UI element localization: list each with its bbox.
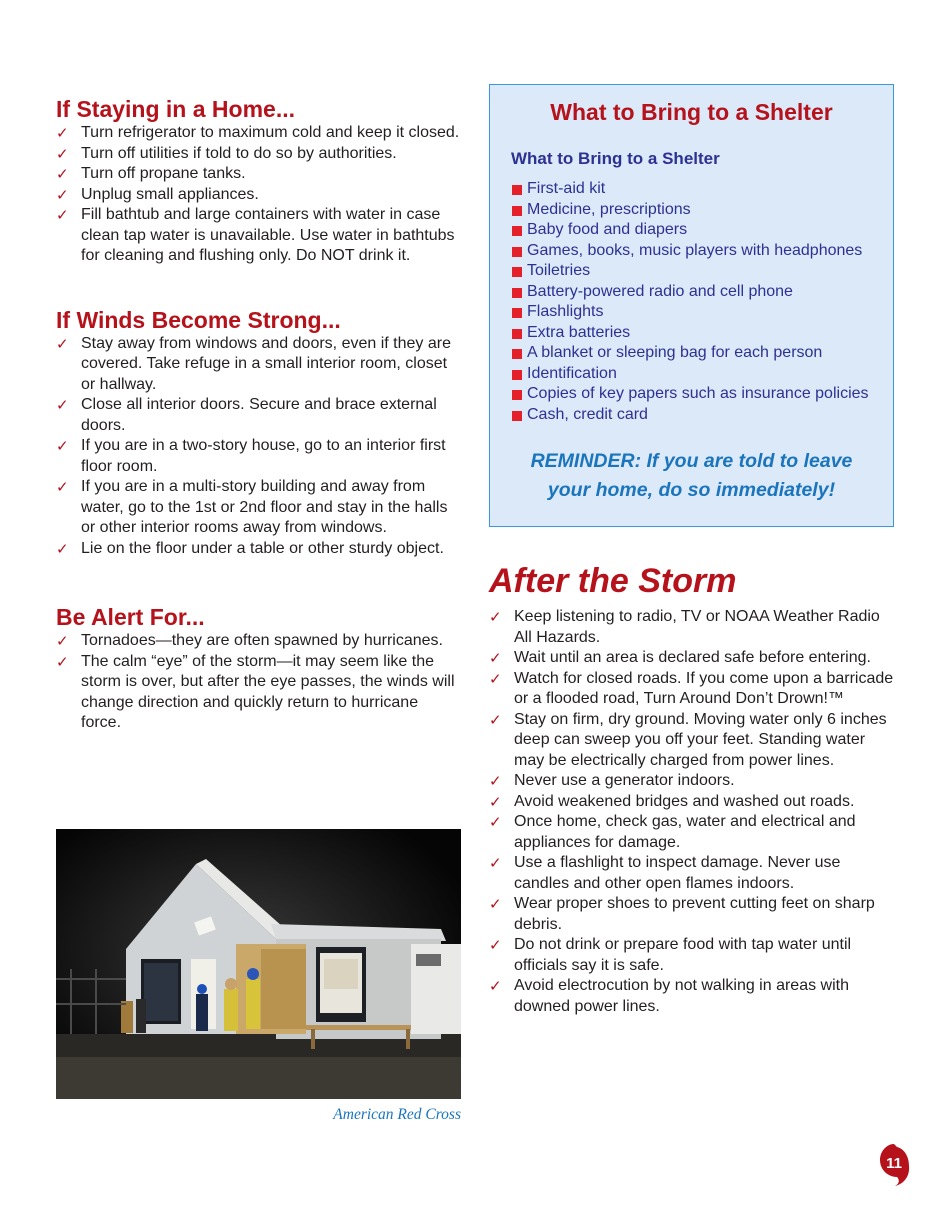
list-item-text: Unplug small appliances. xyxy=(81,185,259,203)
list-item-text: Stay on firm, dry ground. Moving water only 6 inches deep can sweep you off your feet. Standing water may be electrically charged from power lines. xyxy=(514,710,887,769)
shelter-item-text: A blanket or sleeping bag for each person xyxy=(527,344,823,361)
photo-caption: American Red Cross xyxy=(333,1106,461,1123)
shelter-item-text: Identification xyxy=(527,364,617,382)
shelter-list xyxy=(512,179,893,425)
shelter-subtitle: What to Bring to a Shelter xyxy=(511,149,720,168)
list-item-text: Turn refrigerator to maximum cold and keep it closed. xyxy=(81,124,460,141)
shelter-list-item xyxy=(512,302,893,323)
checkmark-icon: ✓ xyxy=(56,396,69,414)
page-number-badge xyxy=(877,1142,911,1186)
list-item xyxy=(489,935,894,976)
list-item xyxy=(56,164,461,185)
shelter-item-text: Toiletries xyxy=(527,262,591,279)
list-item-text: Once home, check gas, water and electrical and appliances for damage. xyxy=(514,813,856,851)
reminder-line-1: REMINDER: If you are told to leave xyxy=(530,450,853,472)
shelter-item-text: Baby food and diapers xyxy=(527,221,688,238)
checkmark-icon: ✓ xyxy=(489,895,502,913)
shelter-item-text: Medicine, prescriptions xyxy=(527,200,691,218)
checkmark-icon: ✓ xyxy=(56,652,69,671)
checkmark-icon: ✓ xyxy=(489,649,502,667)
checkmark-icon: ✓ xyxy=(56,632,69,650)
list-item-text: Watch for closed roads. If you come upon a barricade or a flooded road, Turn Around Don’t Drown!™ xyxy=(514,669,894,707)
list-item-text: Keep listening to radio, TV or NOAA Weather Radio All Hazards. xyxy=(514,608,880,646)
list-item xyxy=(489,853,894,894)
storefront-boarding-photo xyxy=(56,829,461,1099)
shelter-list-item xyxy=(512,220,893,241)
list-item xyxy=(56,334,461,396)
shelter-reminder xyxy=(490,447,893,505)
red-square-bullet-icon xyxy=(512,411,522,421)
shelter-list-item xyxy=(512,282,893,303)
list-item xyxy=(56,652,461,734)
list-item-text: Turn off utilities if told to do so by authorities. xyxy=(81,144,397,162)
list-item-text: Use a flashlight to inspect damage. Never use candles and other open flames indoors. xyxy=(514,854,841,892)
shelter-item-text: Flashlights xyxy=(527,303,604,320)
shelter-list-item xyxy=(512,200,893,221)
after-section xyxy=(489,562,894,1017)
checkmark-icon: ✓ xyxy=(489,608,502,626)
staying-section xyxy=(56,96,461,267)
red-square-bullet-icon xyxy=(512,308,522,318)
list-item-text: Lie on the floor under a table or other sturdy object. xyxy=(81,539,444,557)
checkmark-icon: ✓ xyxy=(56,539,69,558)
list-item-text: The calm “eye” of the storm—it may seem like the storm is over, but after the eye passes, the winds will change direction and quickly return to hurricane force. xyxy=(81,652,455,731)
checkmark-icon: ✓ xyxy=(489,710,502,729)
list-item-text: Wear proper shoes to prevent cutting feet on sharp debris. xyxy=(514,895,875,933)
checkmark-icon: ✓ xyxy=(56,334,69,353)
checkmark-icon: ✓ xyxy=(56,437,69,455)
shelter-item-text: Battery-powered radio and cell phone xyxy=(527,282,793,300)
red-square-bullet-icon xyxy=(512,185,522,195)
shelter-list-item xyxy=(512,179,893,200)
winds-list xyxy=(56,334,461,560)
checkmark-icon: ✓ xyxy=(489,792,502,811)
hurricane-swirl-icon xyxy=(877,1142,911,1186)
list-item xyxy=(56,123,461,144)
red-square-bullet-icon xyxy=(512,349,522,359)
list-item xyxy=(489,648,894,669)
staying-title: If Staying in a Home... xyxy=(56,96,295,122)
list-item-text: If you are in a multi-story building and away from water, go to the 1st or 2nd floor and stay in the halls or other interior rooms away from windows. xyxy=(81,478,448,536)
list-item xyxy=(489,607,894,648)
red-square-bullet-icon xyxy=(512,390,522,400)
list-item xyxy=(56,631,461,652)
winds-section xyxy=(56,307,461,560)
shelter-list-item xyxy=(512,343,893,364)
shelter-item-text: Copies of key papers such as insurance policies xyxy=(527,385,869,402)
red-square-bullet-icon xyxy=(512,226,522,236)
list-item-text: Wait until an area is declared safe before entering. xyxy=(514,649,871,666)
list-item xyxy=(489,771,894,792)
after-title: After the Storm xyxy=(489,562,737,600)
alert-list xyxy=(56,631,461,734)
list-item-text: Avoid weakened bridges and washed out roads. xyxy=(514,792,855,810)
checkmark-icon: ✓ xyxy=(489,813,502,831)
reminder-line-2: your home, do so immediately! xyxy=(547,479,836,501)
shelter-list-item xyxy=(512,384,893,405)
alert-title: Be Alert For... xyxy=(56,604,205,630)
list-item xyxy=(56,144,461,165)
red-square-bullet-icon xyxy=(512,206,522,216)
list-item-text: Do not drink or prepare food with tap water until officials say it is safe. xyxy=(514,936,852,974)
staying-list xyxy=(56,123,461,267)
winds-title: If Winds Become Strong... xyxy=(56,306,341,333)
checkmark-icon: ✓ xyxy=(489,977,502,995)
shelter-item-text: First-aid kit xyxy=(527,180,606,197)
red-square-bullet-icon xyxy=(512,288,522,298)
list-item xyxy=(56,436,461,477)
list-item-text: Stay away from windows and doors, even if they are covered. Take refuge in a small interior room, closet or hallway. xyxy=(81,334,451,393)
red-square-bullet-icon xyxy=(512,370,522,380)
list-item-text: Fill bathtub and large containers with water in case clean tap water is unavailable. Use water in bathtubs for cleaning and flushing only. Do NOT drink it. xyxy=(81,206,455,264)
page-number: 11 xyxy=(886,1155,902,1172)
list-item xyxy=(56,185,461,206)
shelter-item-text: Games, books, music players with headphones xyxy=(527,241,863,259)
list-item-text: If you are in a two-story house, go to an interior first floor room. xyxy=(81,437,446,475)
list-item xyxy=(489,894,894,935)
list-item xyxy=(56,205,461,267)
shelter-list-item xyxy=(512,241,893,262)
list-item-text: Tornadoes—they are often spawned by hurricanes. xyxy=(81,632,443,649)
list-item-text: Turn off propane tanks. xyxy=(81,165,246,182)
list-item-text: Close all interior doors. Secure and brace external doors. xyxy=(81,396,437,434)
list-item xyxy=(56,395,461,436)
list-item-text: Avoid electrocution by not walking in areas with downed power lines. xyxy=(514,977,849,1015)
checkmark-icon: ✓ xyxy=(489,772,502,790)
checkmark-icon: ✓ xyxy=(489,669,502,688)
shelter-list-item xyxy=(512,261,893,282)
red-square-bullet-icon xyxy=(512,247,522,257)
list-item-text: Never use a generator indoors. xyxy=(514,772,735,789)
shelter-title: What to Bring to a Shelter xyxy=(550,99,833,125)
checkmark-icon: ✓ xyxy=(489,936,502,954)
checkmark-icon: ✓ xyxy=(56,185,69,204)
list-item xyxy=(489,792,894,813)
alert-section xyxy=(56,604,461,734)
checkmark-icon: ✓ xyxy=(56,478,69,496)
shelter-item-text: Cash, credit card xyxy=(527,405,648,423)
checkmark-icon: ✓ xyxy=(56,144,69,163)
list-item xyxy=(56,477,461,539)
photo-illustration xyxy=(56,829,461,1099)
shelter-item-text: Extra batteries xyxy=(527,323,631,341)
list-item xyxy=(489,710,894,772)
list-item xyxy=(56,539,461,560)
checkmark-icon: ✓ xyxy=(56,206,69,224)
red-square-bullet-icon xyxy=(512,267,522,277)
checkmark-icon: ✓ xyxy=(489,854,502,872)
shelter-list-item xyxy=(512,364,893,385)
list-item xyxy=(489,669,894,710)
checkmark-icon: ✓ xyxy=(56,124,69,142)
list-item xyxy=(489,812,894,853)
after-list xyxy=(489,607,894,1017)
list-item xyxy=(489,976,894,1017)
red-square-bullet-icon xyxy=(512,329,522,339)
shelter-box xyxy=(489,84,894,527)
shelter-list-item xyxy=(512,323,893,344)
shelter-list-item xyxy=(512,405,893,426)
left-column xyxy=(56,96,461,774)
checkmark-icon: ✓ xyxy=(56,165,69,183)
